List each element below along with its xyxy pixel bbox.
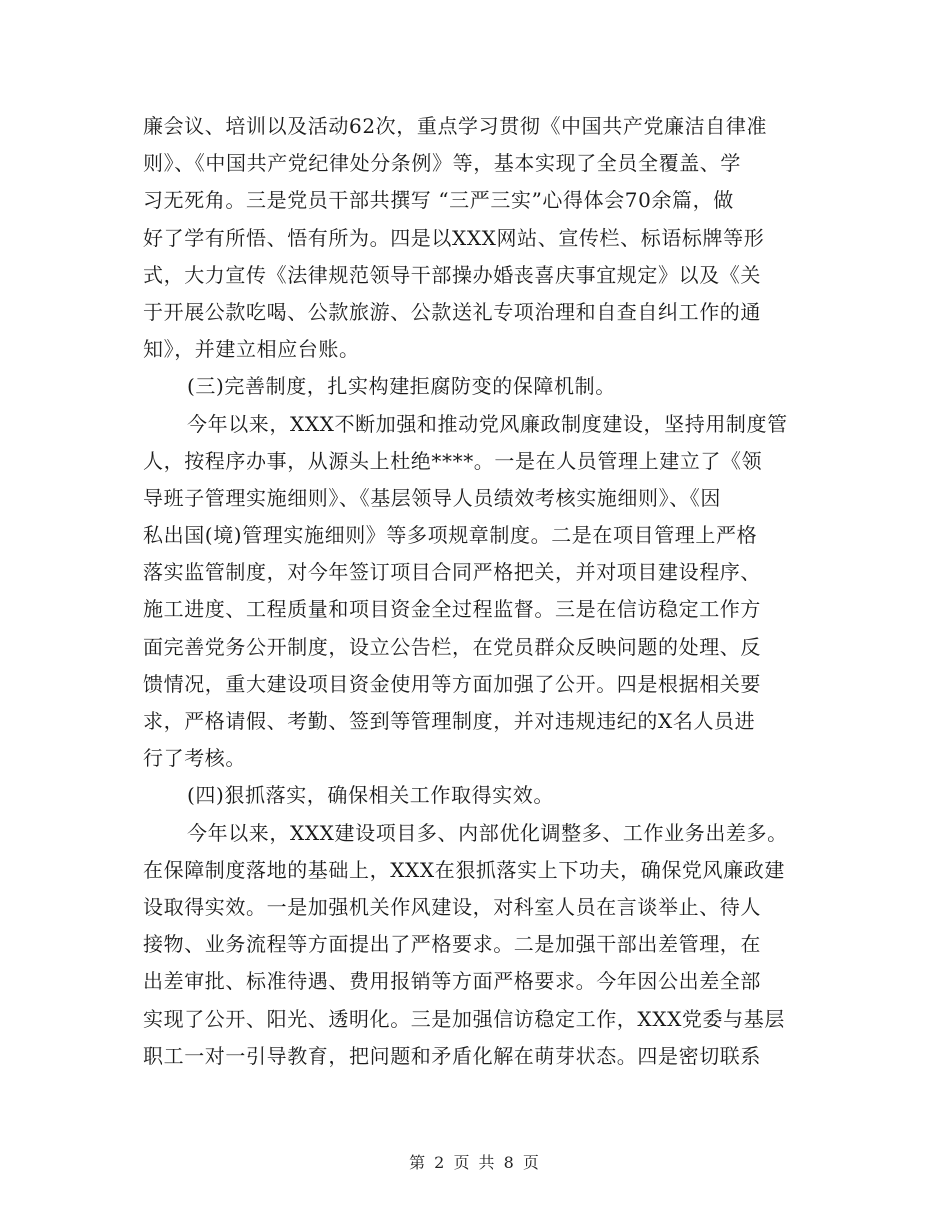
text-line: 面完善党务公开制度，设立公告栏，在党员群众反映问题的处理、反 xyxy=(143,634,761,659)
text-line: 廉会议、培训以及活动62次，重点学习贯彻《中国共产党廉洁自律准 xyxy=(143,114,768,138)
text-line: 出差审批、标准待遇、费用报销等方面严格要求。今年因公出差全部 xyxy=(143,969,761,994)
text-line: 馈情况，重大建设项目资金使用等方面加强了公开。四是根据相关要 xyxy=(143,671,761,696)
text-line: 知》，并建立相应台账。 xyxy=(143,337,360,362)
text-line: 行了考核。 xyxy=(143,746,246,771)
text-line: 在保障制度落地的基础上，XXX在狠抓落实上下功夫，确保党风廉政建 xyxy=(143,857,785,882)
text-line: 式，大力宣传《法律规范领导干部操办婚丧喜庆事宜规定》以及《关 xyxy=(143,262,761,287)
text-line: 人，按程序办事，从源头上杜绝****。一是在人员管理上建立了《领 xyxy=(143,448,763,473)
text-line: 接物、业务流程等方面提出了严格要求。二是加强干部出差管理，在 xyxy=(143,932,761,957)
text-line: 实现了公开、阳光、透明化。三是加强信访稳定工作，XXX党委与基层 xyxy=(143,1006,785,1031)
paragraph-first-line: (四)狠抓落实，确保相关工作取得实效。 xyxy=(187,783,555,808)
text-line: 导班子管理实施细则》、《基层领导人员绩效考核实施细则》、《因 xyxy=(143,485,721,510)
body-text xyxy=(143,108,811,1075)
text-line: 求，严格请假、考勤、签到等管理制度，并对违规违纪的X名人员进 xyxy=(143,709,756,733)
paragraph-first-line: (三)完善制度，扎实构建拒腐防变的保障机制。 xyxy=(187,374,616,399)
text-line: 私出国(境)管理实施细则》等多项规章制度。二是在项目管理上严格 xyxy=(143,523,758,548)
text-line: 则》、《中国共产党纪律处分条例》等，基本实现了全员全覆盖、学 xyxy=(143,151,741,176)
paragraph-first-line: 今年以来，XXX建设项目多、内部优化调整多、工作业务出差多。 xyxy=(187,820,788,845)
text-line: 设取得实效。一是加强机关作风建设，对科室人员在言谈举止、待人 xyxy=(143,894,761,919)
paragraph-first-line: 今年以来，XXX不断加强和推动党风廉政制度建设，坚持用制度管 xyxy=(187,411,788,436)
text-line: 习无死角。三是党员干部共撰写 “三严三实”心得体会70余篇，做 xyxy=(143,188,734,213)
text-line: 于开展公款吃喝、公款旅游、公款送礼专项治理和自查自纠工作的通 xyxy=(143,299,761,324)
text-line: 施工进度、工程质量和项目资金全过程监督。三是在信访稳定工作方 xyxy=(143,597,761,622)
page-footer: 第 2 页 共 8 页 xyxy=(409,1153,541,1172)
text-line: 职工一对一引导教育，把问题和矛盾化解在萌芽状态。四是密切联系 xyxy=(143,1043,761,1068)
text-line: 落实监管制度，对今年签订项目合同严格把关，并对项目建设程序、 xyxy=(143,560,761,585)
text-line: 好了学有所悟、悟有所为。四是以XXX网站、宣传栏、标语标牌等形 xyxy=(143,225,765,250)
